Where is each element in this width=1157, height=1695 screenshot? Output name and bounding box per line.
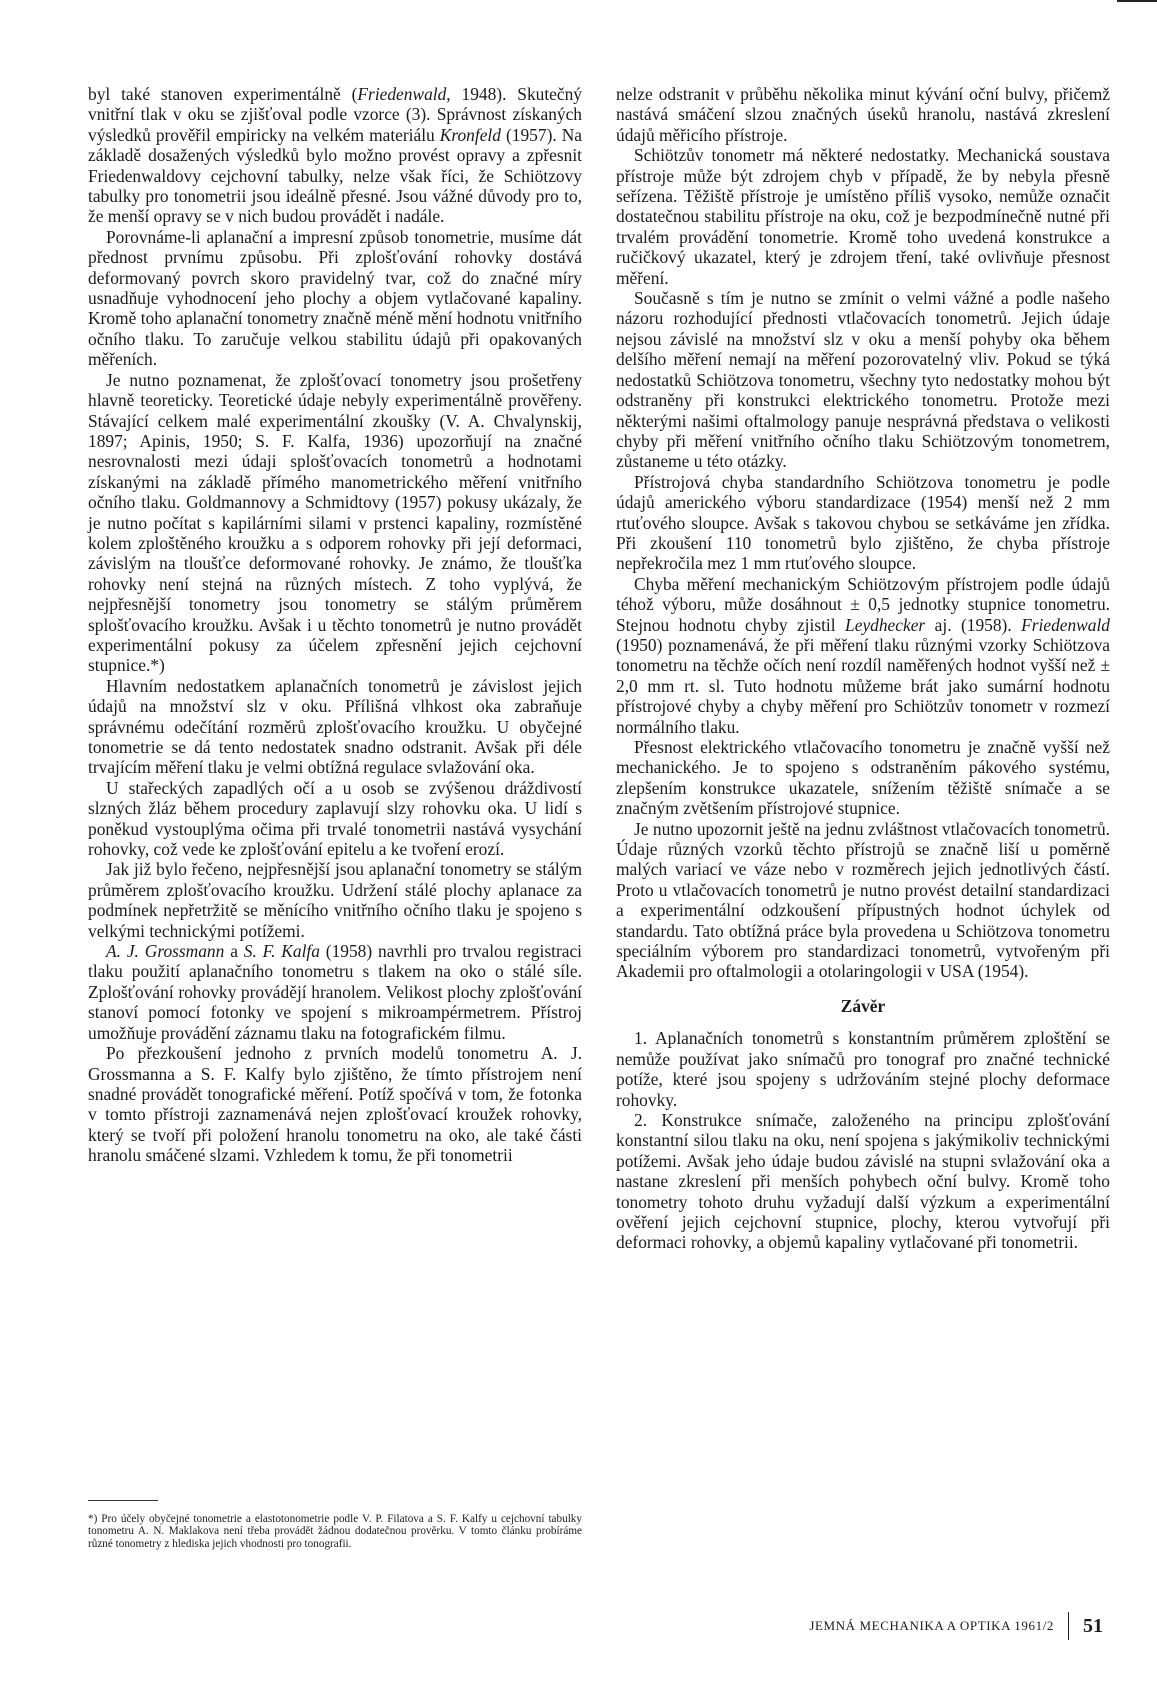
left-column <box>88 84 582 1166</box>
paragraph: Po přezkoušení jednoho z prvních modelů tonometru A. J. Grossmanna a S. F. Kalfy bylo zjištěno, že tímto přístrojem není snadné provádět tonografické měření. Potíž spočívá v tom, že fotonka v tomto přístroji zaznamenává nejen zplošťovací kroužek rohovky, který se tvoří při položení hranolu tonometru na oko, ale také části hranolu smáčené slzami. Vzhledem k tomu, že při tonometrii <box>88 1043 582 1166</box>
paragraph: Přístrojová chyba standardního Schiötzova tonometru je podle údajů amerického výboru standardizace (1954) menší než 2 mm rtuťového sloupce. Avšak s takovou chybou se setkáváme jen zřídka. Při zkoušení 110 tonometrů bylo zjištěno, že chyba přístroje nepřekročila mez 1 mm rtuťového sloupce. <box>616 471 1110 574</box>
paragraph: Je nutno upozornit ještě na jednu zvláštnost vtlačovacích tonometrů. Údaje různých vzorků těchto přístrojů se značně liší u poměrně malých variací ve váze nebo v rozměrech jejich jednotlivých částí. Proto u vtlačovacích tonometrů je nutno provést detailní standardizaci a experimentální odzkoušení přípustných hodnot úchylek od standardu. Tato obtížná práce byla provedena u Schiötzova tonometru speciálním výborem pro standardizaci tonometrů, vytvořeným při Akademii pro oftalmologii a otolaringologii v USA (1954). <box>616 818 1110 982</box>
paragraph: Jak již bylo řečeno, nejpřesnější jsou aplanační tonometry se stálým průměrem zplošťovacího kroužku. Udržení stálé plochy aplanace za podmínek nepřetržitě se měnícího vnitřního očního tlaku je spojeno s velkými technickými potížemi. <box>88 859 582 941</box>
paragraph: Je nutno poznamenat, že zplošťovací tonometry jsou prošetřeny hlavně teoreticky. Teoretické údaje nebyly experimentálně prověřeny. Stávající celkem malé experimentální zkoušky (V. A. Chvalynskij, 1897; Apinis, 1950; S. F. Kalfa, 1936) upozorňují na značné nesrovnalosti mezi údaji splošťovacích tonometrů a hodnotami získanými na základě přímého manometrického měření vnitřního očního tlaku. Goldmannovy a Schmidtovy (1957) pokusy ukázaly, že je nutno počítat s kapilárními silami v prstenci kapaliny, rozmístěné kolem zploštěného kroužku a s odporem rohovky při její deformaci, závislým na tloušťce deformované rohovky. Je známo, že tloušťka rohovky není stejná na různých místech. Z toho vyplývá, že nejpřesnější tonometry jsou tonometry se stálým průměrem splošťovacího kroužku. Avšak i u těchto tonometrů je nutno provádět experimentální pokusy za účelem zpřesnění jejich cejchovní stupnice.*) <box>88 369 582 676</box>
paragraph: Současně s tím je nutno se zmínit o velmi vážné a podle našeho názoru rozhodující přednosti vtlačovacích tonometrů. Jejich údaje nejsou závislé na množství slz v oku a menší pohyby oka během delšího měření nemají na měření pozorovatelný vliv. Pokud se týká nedostatků Schiötzova tonometru, všechny tyto nedostatky mohou být odstraněny při konstrukci elektrického tonometru. Protože mezi některými našimi oftalmology panuje nesprávná představa o velikosti chyby při měření vnitřního očního tlaku Schiötzovým tonometrem, zůstaneme u této otázky. <box>616 288 1110 472</box>
footer-divider <box>1068 1612 1069 1640</box>
conclusion-item: 2. Konstrukce snímače, založeného na principu zplošťování konstantní silou tlaku na oku, není spojena s jakýmikoliv technickými potížemi. Avšak jeho údaje budou závislé na stupni svlažování oka a nastane zkreslení při menších pohybech oční bulvy. Kromě toho tonometry tohoto druhu vyžadují další výzkum a experimentální ověření jejich cejchovní stupnice, plochy, kterou vytvořují při deformaci rohovky, a objemů kapaliny vytlačované při tonometrii. <box>616 1109 1110 1253</box>
paragraph: Porovnáme-li aplanační a impresní způsob tonometrie, musíme dát přednost prvnímu způsobu. Při zplošťování rohovky dostává deformovaný povrch skoro pravidelný tvar, což do značné míry usnadňuje vyhodnocení jeho plochy a objem vytlačované kapaliny. Kromě toho aplanační tonometry značně méně mění hodnotu vnitřního očního tlaku. To zaručuje velkou stabilitu údajů při opakovaných měřeních. <box>88 226 582 370</box>
paragraph: Schiötzův tonometr má některé nedostatky. Mechanická soustava přístroje může být zdrojem chyb v případě, že by nebyla přesně seřízena. Těžiště přístroje je umístěno příliš vysoko, nemůže označit dostatečnou stabilitu přístroje na oku, což je bezpodmínečně nutné při trvalém provádění tonometrie. Kromě toho uvedená konstrukce a ručičkový ukazatel, který je zdrojem tření, také ovlivňuje přesnost měření. <box>616 145 1110 288</box>
footnote: *) Pro účely obyčejné tonometrie a elastotonometrie podle V. P. Filatova a S. F. Kalfy u cejchovní tabulky tonometru A. N. Maklakova není třeba provádět žádnou dodatečnou prověrku. V tomto článku probíráme různé tonometry z hlediska jejich vhodnosti pro tonografii. <box>88 1513 582 1550</box>
footnote-rule <box>88 1500 158 1501</box>
paragraph: A. J. Grossmann a S. F. Kalfa (1958) navrhli pro trvalou registraci tlaku použití aplanačního tonometru s tlakem na oko o stálé síle. Zplošťování rohovky provádějí hranolem. Velikost plochy zplošťování stanoví pomocí fotonky ve spojení s mikroampérmetrem. Přístroj umožňuje provádění záznamu tlaku na fotografickém filmu. <box>88 941 583 1043</box>
page-footer <box>809 1612 1103 1640</box>
top-rule <box>1117 0 1157 2</box>
paragraph: U stařeckých zapadlých očí a u osob se zvýšenou dráždivostí slzných žláz během procedury zaplavují slzy rohovku oka. U lidí s poněkud vystouplýma očima při trvalé tonometrii nastává vysychání rohovky, což vede ke zplošťování epitelu a ke tvoření erozí. <box>88 777 582 860</box>
paragraph: byl také stanoven experimentálně (Friedenwald, 1948). Skutečný vnitřní tlak v oku se zjišťoval podle vzorce (3). Správnost získaných výsledků prověřil empiricky na velkém materiálu Kronfeld (1957). Na základě dosažených výsledků bylo možno provést opravy a zpřesnit Friedenwaldovy cejchovní tabulky, nelze však říci, že Schiötzovy tabulky pro tonometrii jsou ideálně přesné. Jsou vážné důvody pro to, že menší opravy se v nich budou provádět i nadále. <box>88 84 583 227</box>
paragraph: Chyba měření mechanickým Schiötzovým přístrojem podle údajů téhož výboru, může dosáhnout ± 0,5 jednotky stupnice tonometru. Stejnou hodnotu chyby zjistil Leydhecker aj. (1958). Friedenwald (1950) poznamenává, že při měření tlaku různými vzorky Schiötzova tonometru na těchže očích není rozdíl naměřených hodnot vyšší než ± 2,0 mm rt. sl. Tuto hodnotu můžeme brát jako sumární hodnotu přístrojové chyby a chyby měření pro Schiötzův tonometr v rozmezí normálního tlaku. <box>616 573 1110 737</box>
paragraph: Přesnost elektrického vtlačovacího tonometru je značně vyšší než mechanického. Je to spojeno s odstraněním pákového systému, zlepšením konstrukce ukazatele, snížením těžiště snímače a se značným zvětšením přístrojové stupnice. <box>616 737 1110 819</box>
right-column <box>616 84 1110 1253</box>
journal-title: JEMNÁ MECHANIKA A OPTIKA 1961/2 <box>809 1618 1054 1633</box>
section-heading: Závěr <box>840 995 886 1016</box>
conclusion-item: 1. Aplanačních tonometrů s konstantním průměrem zploštění se nemůže používat jako snímačů pro tonograf pro značné technické potíže, které jsou spojeny s udržováním stejné plochy deformace rohovky. <box>616 1028 1110 1110</box>
paragraph: Hlavním nedostatkem aplanačních tonometrů je závislost jejich údajů na množství slz v oku. Přílišná vlhkost oka zabraňuje správnému odečítání rozměrů zplošťovacího kroužku. U obyčejné tonometrie se dá tento nedostatek snadno odstranit. Avšak při déle trvajícím měření tlaku je velmi obtížná regulace svlažování oka. <box>88 675 582 778</box>
paragraph: nelze odstranit v průběhu několika minut kývání oční bulvy, přičemž nastává smáčení slzou značných úseků hranolu, nastává zkreslení údajů měřicího přístroje. <box>616 84 1110 145</box>
page-number: 51 <box>1083 1614 1103 1637</box>
